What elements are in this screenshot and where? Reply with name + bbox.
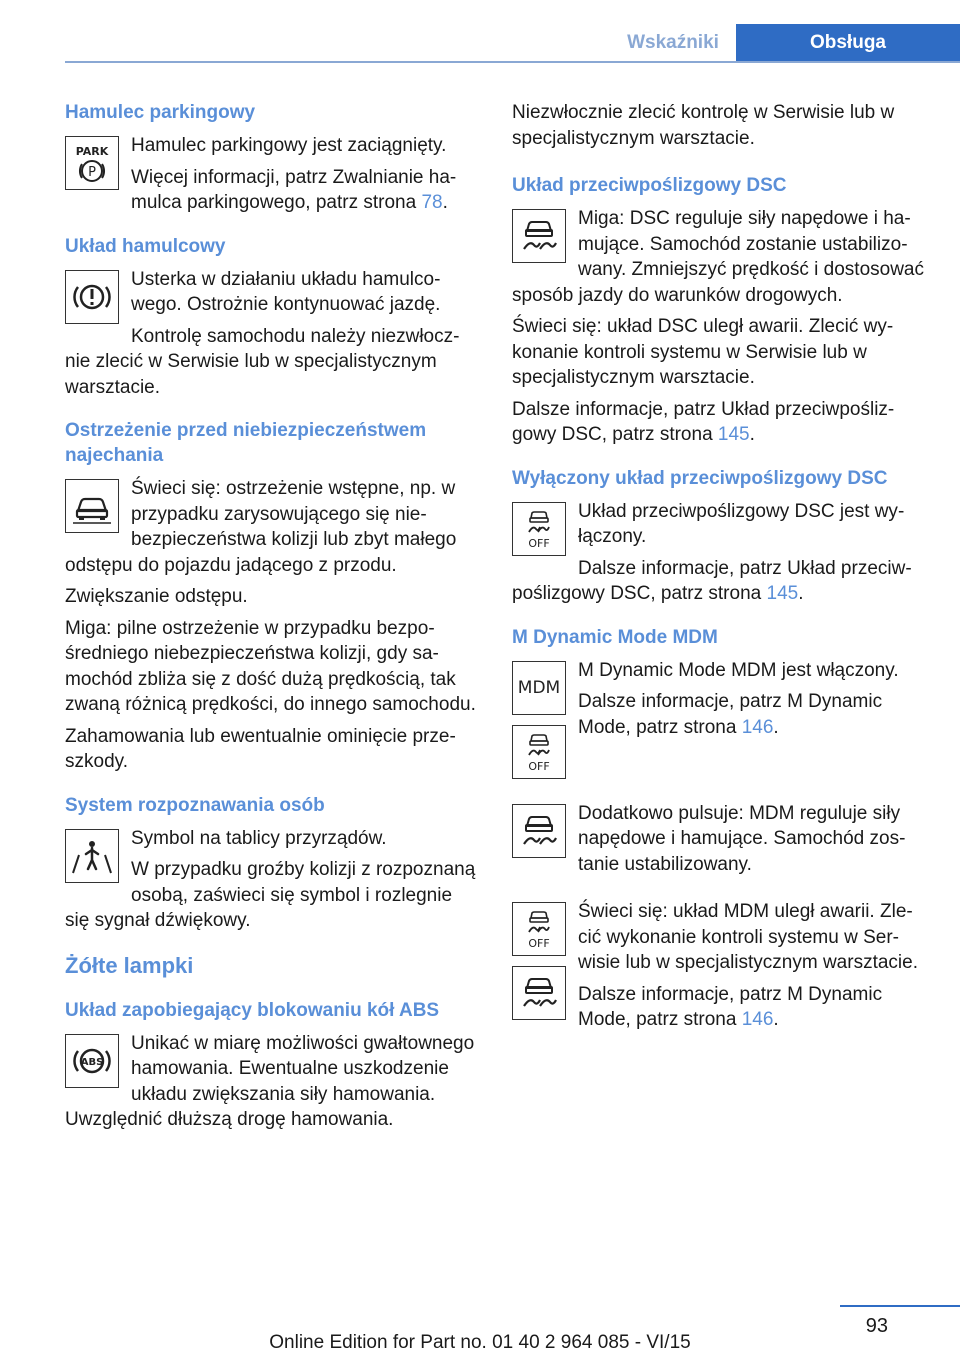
page-link[interactable]: 78 [421, 192, 443, 213]
footer-rule [0, 1305, 960, 1307]
section-title: Układ hamulcowy [65, 235, 226, 257]
park-icon-label: PARK [75, 145, 109, 158]
paragraph-reference [512, 982, 927, 1033]
tab-operation[interactable]: Obsługa [736, 24, 960, 62]
section-parking-brake [65, 100, 477, 216]
section-title: Hamulec parkingowy [65, 102, 256, 123]
tab-indicators[interactable]: Wskaźniki [627, 32, 719, 53]
paragraph: Świeci się: ostrzeżenie wstępne, np. w przypadku zarysowującego się niebezpieczeństwa kolizji lub zbyt małego odstępu do pojazdu jadącego z przodu. [65, 478, 457, 576]
paragraph: Kontrolę samochodu należy niezwłocznie zlecić w Serwisie lub w specjalistycznym warsztacie. [65, 325, 460, 398]
paragraph: Niezwłocznie zlecić kontrolę w Serwisie lub w specjalistycznym warsztacie. [512, 102, 895, 149]
ref-text: Dalsze informacje, patrz Układ przeciwpoślizgowy DSC, patrz strona [512, 557, 912, 604]
ref-text: Dalsze informacje, patrz M Dynamic Mode, patrz strona [578, 983, 883, 1030]
footer-rule-accent [840, 1305, 960, 1307]
ref-text: Dalsze informacje, patrz M Dynamic Mode, patrz strona [578, 691, 883, 738]
paragraph: Świeci się: układ DSC uległ awarii. Zlecić wykonanie kontroli systemu w Serwisie lub w specjalistycznym warsztacie. [512, 316, 894, 388]
section-title: Wyłączony układ przeciwpoślizgowy DSC [512, 467, 888, 489]
ref-end: . [749, 424, 755, 445]
ref-end: . [442, 192, 448, 213]
paragraph-reference [512, 397, 927, 448]
svg-text:P: P [88, 165, 96, 180]
page-number: 93 [865, 1315, 888, 1337]
mdm-label: MDM [517, 677, 561, 698]
paragraph: Usterka w działaniu układu hamulcowego. Ostrożnie kontynuować jazdę. [131, 268, 441, 315]
section-title: Ostrzeżenie przed niebiezpieczeństwem najechania [65, 420, 427, 466]
section-collision-warning [65, 418, 477, 775]
off-label: OFF [528, 536, 550, 550]
footer-edition: Online Edition for Part no. 01 40 2 964 085 - VI/15 [269, 1332, 691, 1353]
paragraph-reference [512, 556, 927, 607]
abs-icon [65, 1034, 119, 1088]
icon-stack [512, 902, 566, 1030]
page-header [0, 0, 960, 62]
section-brake-system [65, 234, 477, 401]
ref-text: Dalsze informacje, patrz Układ przeciwpoślizgowy DSC, patrz strona [512, 398, 895, 445]
header-divider [65, 61, 960, 63]
page-link[interactable]: 146 [741, 716, 774, 738]
pedestrian-icon [65, 829, 119, 883]
park-brake-icon [65, 136, 119, 190]
ref-text: Więcej informacji, patrz Zwalnianie hamulca parkingowego, patrz strona [131, 166, 457, 213]
dsc-skid-icon [512, 209, 566, 263]
paragraph: Zahamowania lub ewentualnie ominięcie przeszkody. [65, 725, 456, 772]
section-title: M Dynamic Mode MDM [512, 626, 718, 648]
right-column [512, 100, 927, 1054]
paragraph: Zwiększanie odstępu. [65, 586, 248, 607]
ref-end: . [773, 716, 779, 738]
section-title: System rozpoznawania osób [65, 794, 325, 816]
section-person-detection [65, 793, 477, 934]
ref-end: . [773, 1009, 779, 1030]
paragraph: Unikać w miarę możliwości gwałtownego hamowania. Ewentualne uszkodzenie układu zwiększania siły hamowania. Uwzględnić dłuższą drogę hamowania. [65, 1032, 475, 1130]
left-column [65, 100, 477, 1151]
section-mdm [512, 625, 927, 1037]
icon-stack [512, 661, 566, 789]
paragraph-reference [512, 689, 927, 740]
paragraph: Dodatkowo pulsuje: MDM reguluje siły napędowe i hamujące. Samochód zostanie ustabilizowany. [578, 802, 906, 875]
off-label: OFF [528, 937, 550, 950]
dsc-off-icon [512, 725, 566, 779]
brake-warning-icon [65, 270, 119, 324]
mdm-failure-block [512, 899, 927, 1036]
off-label: OFF [528, 759, 550, 773]
paragraph: M Dynamic Mode MDM jest włączony. [578, 659, 899, 681]
section-abs [65, 998, 477, 1133]
section-title: Układ przeciwpoślizgowy DSC [512, 175, 787, 196]
dsc-skid-icon [512, 966, 566, 1020]
paragraph: Świeci się: układ MDM uległ awarii. Zlecić wykonanie kontroli systemu w Serwisie lub w specjalistycznym warsztacie. [578, 901, 918, 973]
paragraph: Miga: pilne ostrzeżenie w przypadku bezpośredniego niebezpieczeństwa kolizji, gdy samochód zbliża się z dość dużą prędkością, tak zwaną różnicą prędkości, do innego samochodu. [65, 617, 476, 715]
mdm-icon [512, 661, 566, 715]
page-link[interactable]: 145 [766, 583, 799, 604]
section-dsc [512, 173, 927, 448]
paragraph: Symbol na tablicy przyrządów. [131, 827, 387, 849]
dsc-skid-icon [512, 804, 566, 858]
yellow-lamps-heading: Żółte lampki [65, 952, 194, 978]
section-title: Układ zapobiegający blokowaniu kół ABS [65, 999, 440, 1021]
paragraph: W przypadku groźby kolizji z rozpoznaną osobą, zaświeci się symbol i rozlegnie się sygnał dźwiękowy. [65, 859, 476, 931]
paragraph: Hamulec parkingowy jest zaciągnięty. [131, 135, 447, 156]
mdm-pulse-block [512, 801, 927, 878]
paragraph: Miga: DSC reguluje siły napędowe i hamujące. Samochód zostanie ustabilizowany. Zmniejszyć prędkość i dostosować sposób jazdy do warunków drogowych. [512, 208, 924, 306]
paragraph-reference [65, 165, 477, 216]
ref-end: . [798, 583, 804, 604]
paragraph: Układ przeciwpoślizgowy DSC jest wyłączony. [578, 500, 905, 547]
abs-icon-label: ABS [80, 1056, 104, 1068]
dsc-off-icon [512, 902, 566, 956]
page-link[interactable]: 146 [741, 1009, 774, 1030]
car-collision-icon [65, 479, 119, 533]
dsc-off-icon [512, 502, 566, 556]
section-dsc-off [512, 466, 927, 607]
page-link[interactable]: 145 [717, 424, 750, 445]
